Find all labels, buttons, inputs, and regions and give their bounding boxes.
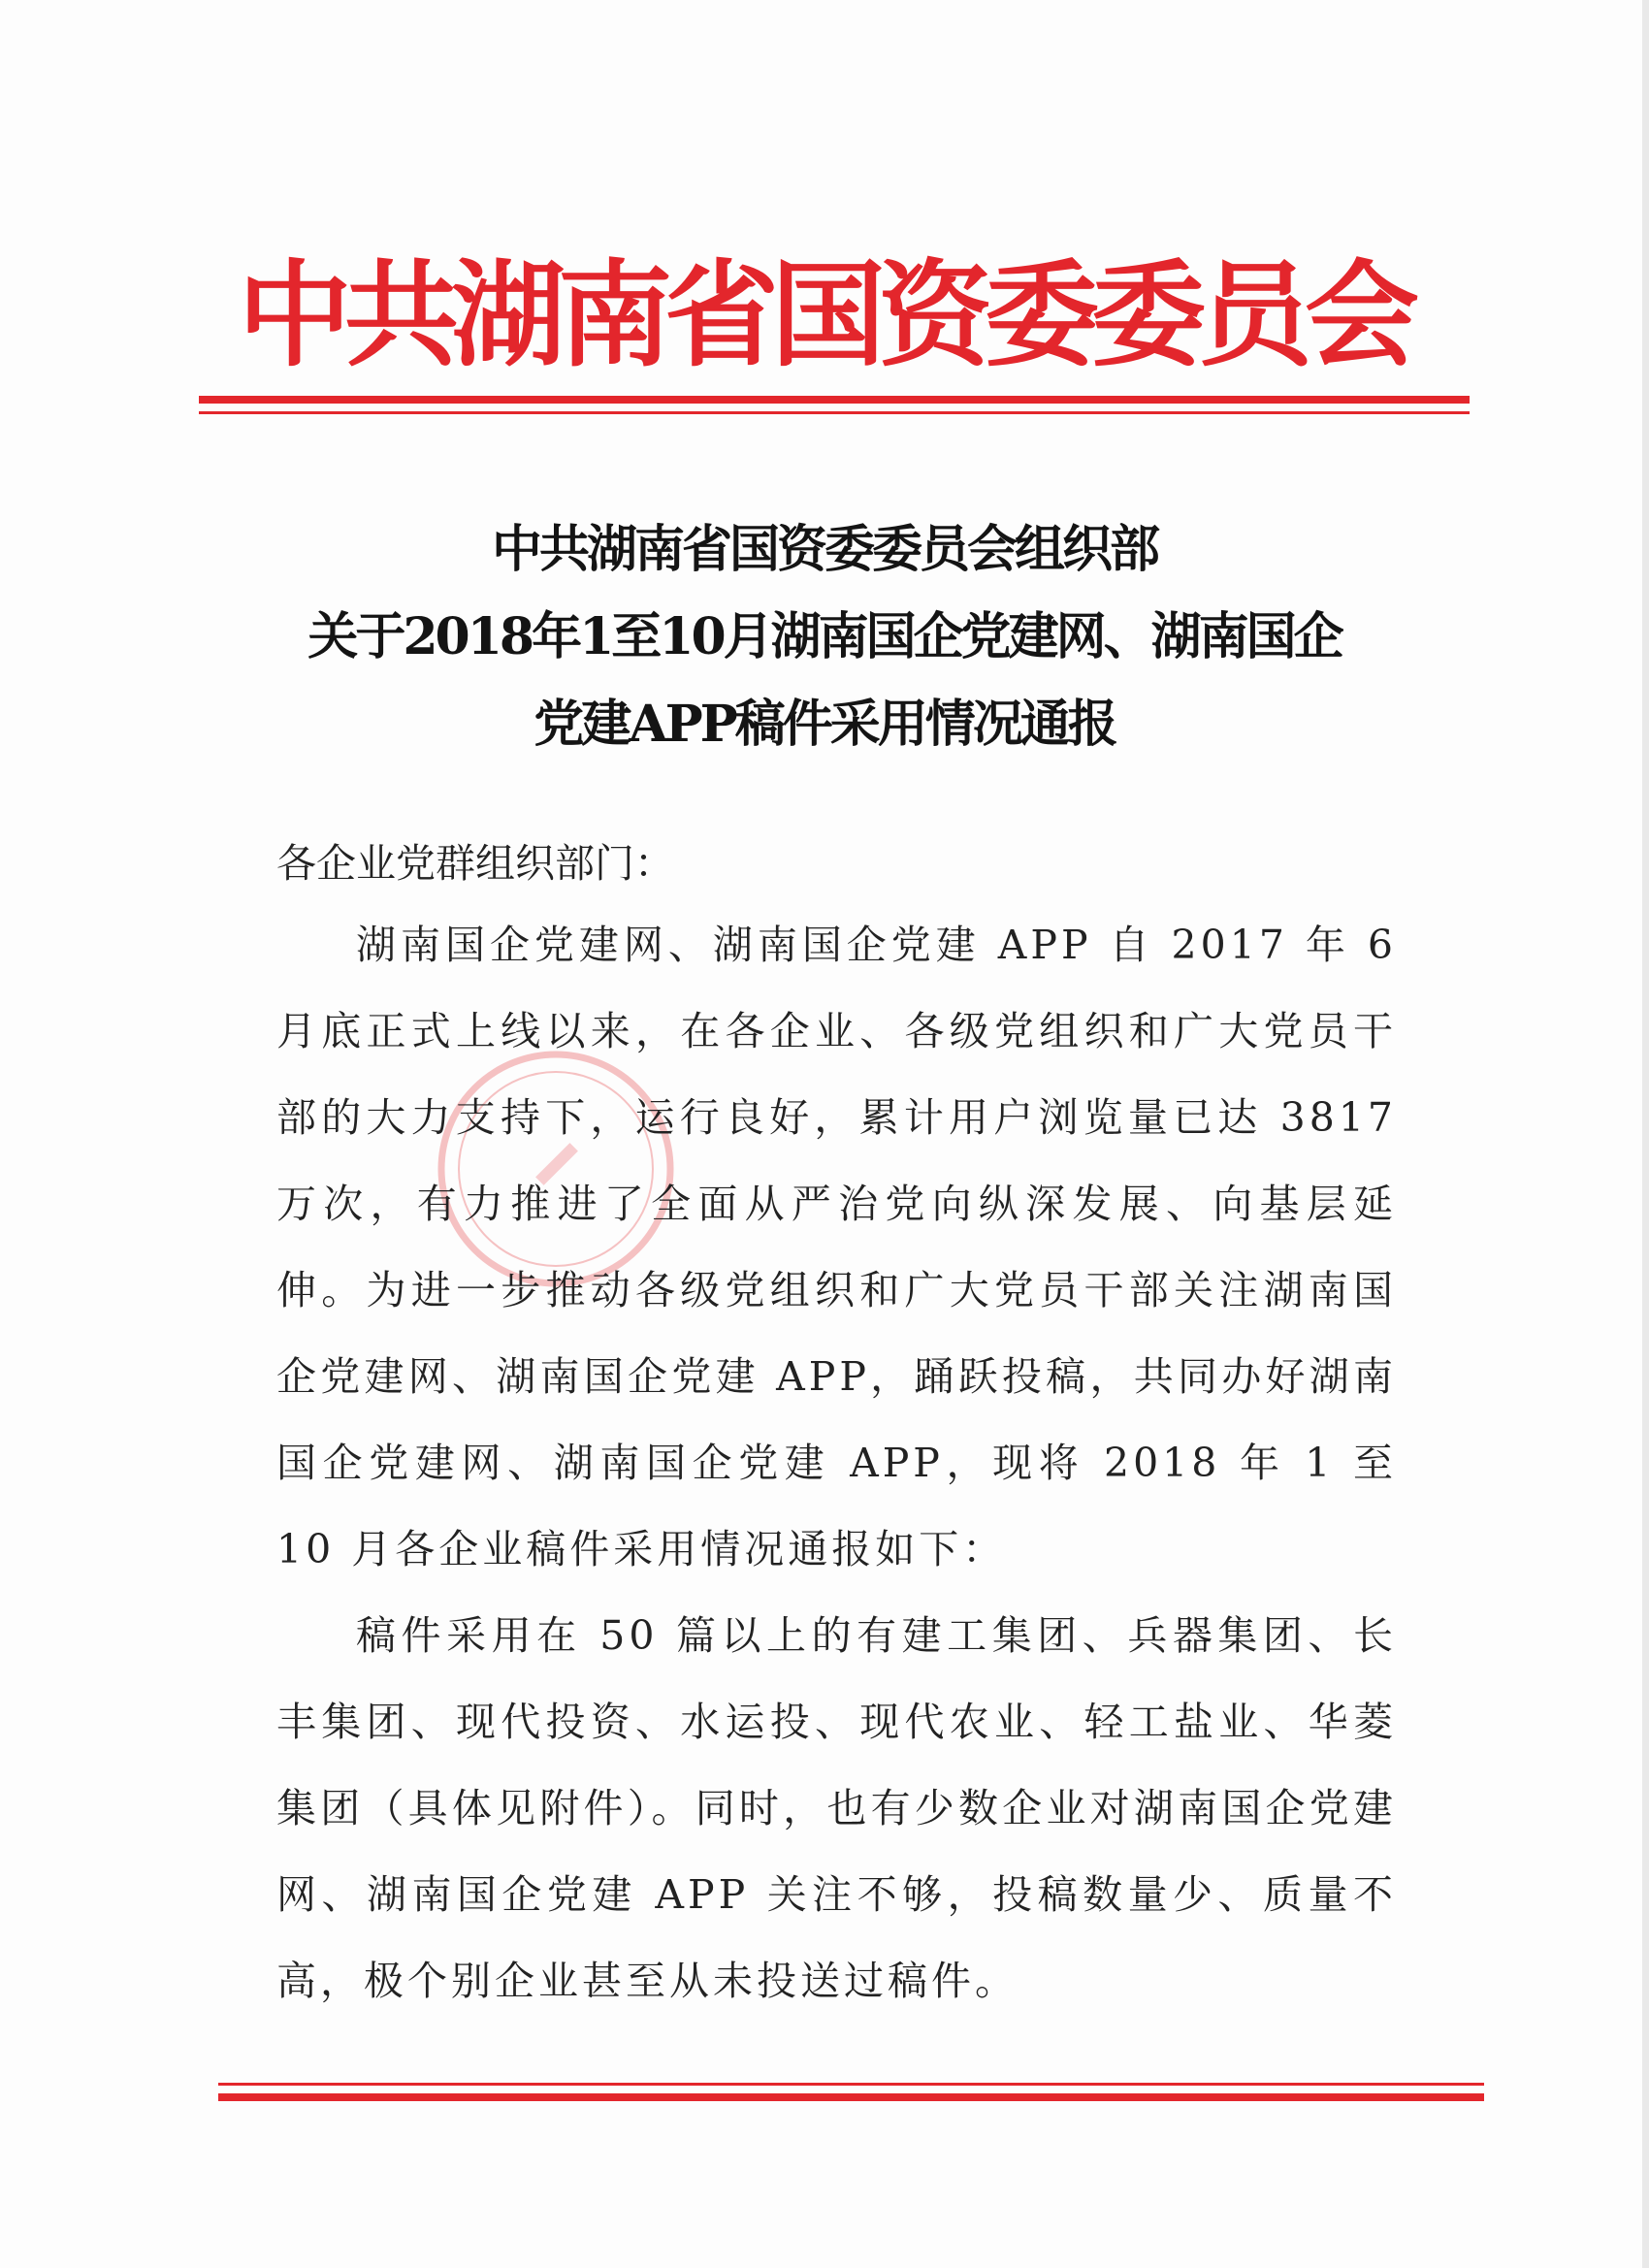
red-header-org-name: 中共湖南省国资委委员会 (237, 247, 1411, 382)
title-line-3: 党建APP稿件采用情况通报 (534, 695, 1116, 754)
footer-rule-thin (218, 2083, 1484, 2086)
footer-rule-thick (218, 2093, 1484, 2101)
body-paragraph-2: 稿件采用在 50 篇以上的有建工集团、兵器集团、长丰集团、现代投资、水运投、现代农业、轻工盐业、华菱集团（具体见附件）。同时，也有少数企业对湖南国企党建网、湖南国企党建 APP 关注不够，投稿数量少、质量不高，极个别企业甚至从未投送过稿件。 (276, 1612, 1397, 2004)
title-line-1: 中共湖南省国资委委员会组织部 (491, 520, 1157, 579)
header-rule-thick (199, 396, 1470, 404)
salutation: 各企业党群组织部门： (276, 840, 674, 887)
title-line-2: 关于2018年1至10月湖南国企党建网、湖南国企 (307, 607, 1342, 666)
document-title (242, 506, 1406, 768)
body-paragraph-1: 湖南国企党建网、湖南国企党建 APP 自 2017 年 6 月底正式上线以来，在各企业、各级党组织和广大党员干部的大力支持下，运行良好，累计用户浏览量已达 3817 万次，有力推进了全面从严治党向纵深发展、向基层延伸。为进一步推动各级党组织和广大党员干部关注湖南国企党建网、湖南国企党建 APP，踊跃投稿，共同办好湖南国企党建网、湖南国企党建 APP，现将 2018 年 1 至 10 月各企业稿件采用情况通报如下： (276, 922, 1397, 1572)
header-rule-thin (199, 411, 1470, 414)
document-body (276, 825, 1397, 2025)
scan-edge (1642, 0, 1649, 2268)
